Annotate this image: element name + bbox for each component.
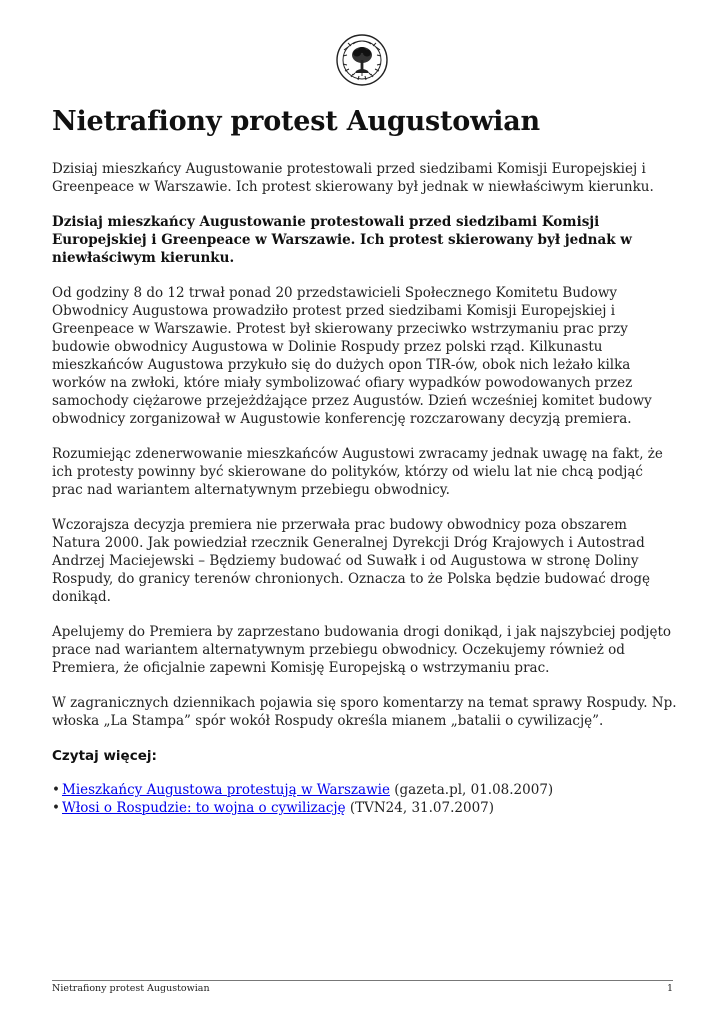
read-more-list [52,781,677,817]
page-number: 1 [666,983,673,994]
intro-paragraph: Dzisiaj mieszkańcy Augustowanie protestowali przed siedzibami Komisji Europejskiej i Greenpeace w Warszawie. Ich protest skierowany był jednak w niewłaściwym kierunku. [52,161,654,195]
list-item [52,781,677,799]
article [52,104,677,817]
body-paragraph-1: Od godziny 8 do 12 trwał ponad 20 przedstawicieli Społecznego Komitetu Budowy Obwodnicy Augustowa prowadziło protest przed siedzibami Komisji Europejskiej i Greenpeace w Warszawie. Protest był skierowany przeciwko wstrzymaniu prac przy budowie obwodnicy Augustowa w Dolinie Rospudy przez polski rząd. Kilkunastu mieszkańców Augustowa przykuło się do dużych opon TIR-ów, obok nich leżało kilka worków na zwłoki, które miały symbolizować ofiary wypadków powodowanych przez samochody ciężarowe przejeżdżające przez Augustów. Dzień wcześniej komitet budowy obwodnicy zorganizował w Augustowie konferencję rozczarowany decyzją premiera. [52,285,652,427]
tree-seal-logo-icon [336,34,388,86]
page-title: Nietrafiony protest Augustowian [52,106,540,137]
link-source: (TVN24, 31.07.2007) [345,800,495,816]
lead-paragraph: Dzisiaj mieszkańcy Augustowanie protestowali przed siedzibami Komisji Europejskiej i Greenpeace w Warszawie. Ich protest skierowany był jednak w niewłaściwym kierunku. [52,214,632,266]
read-more-heading: Czytaj więcej: [52,748,157,764]
body-paragraph-2: Rozumiejąc zdenerwowanie mieszkańców Augustowi zwracamy jednak uwagę na fakt, że ich protesty powinny być skierowane do polityków, którzy od wielu lat nie chcą podjąć prac nad wariantem alternatywnym przebiegu obwodnicy. [52,446,663,498]
body-paragraph-3: Wczorajsza decyzja premiera nie przerwała prac budowy obwodnicy poza obszarem Natura 2000. Jak powiedział rzecznik Generalnej Dyrekcji Dróg Krajowych i Autostrad Andrzej Maciejewski – Będziemy budować od Suwałk i od Augustowa w stronę Doliny Rospudy, do granicy terenów chronionych. Oznacza to że Polska będzie budować drogę donikąd. [52,517,650,605]
body-paragraph-5: W zagranicznych dziennikach pojawia się sporo komentarzy na temat sprawy Rospudy. Np. włoska „La Stampa” spór wokół Rospudy określa mianem „batalii o cywilizację”. [52,695,677,729]
bullet-icon: • [52,800,60,816]
body-paragraph-4: Apelujemy do Premiera by zaprzestano budowania drogi donikąd, i jak najszybciej podjęto prace nad wariantem alternatywnym przebiegu obwodnicy. Oczekujemy również od Premiera, że oficjalnie zapewni Komisję Europejską o wstrzymaniu prac. [52,624,672,676]
read-more-link-1[interactable]: Mieszkańcy Augustowa protestują w Warszawie [62,782,390,798]
footer-title: Nietrafiony protest Augustowian [52,983,210,994]
list-item [52,799,677,817]
bullet-icon: • [52,782,60,798]
link-source: (gazeta.pl, 01.08.2007) [389,782,554,798]
read-more-link-2[interactable]: Włosi o Rospudzie: to wojna o cywilizację [62,800,346,816]
footer-divider [52,980,673,981]
